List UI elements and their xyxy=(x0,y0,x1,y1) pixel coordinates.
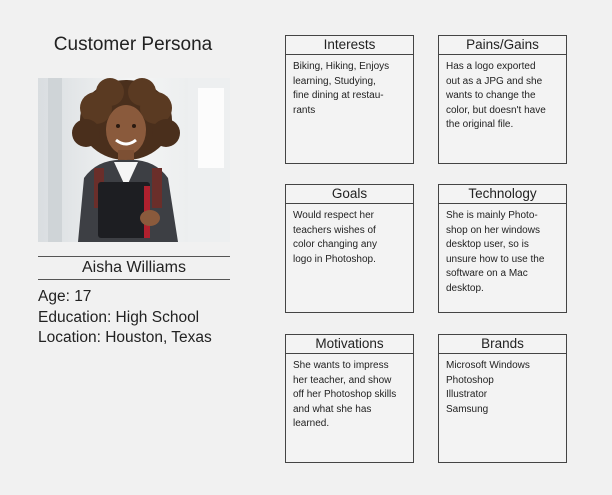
card-technology-title: Technology xyxy=(439,185,566,204)
card-brands-title: Brands xyxy=(439,335,566,354)
card-motivations-body xyxy=(286,354,413,432)
card-brands-body xyxy=(439,354,566,417)
card-technology-line: shop on her windows xyxy=(446,224,540,236)
card-pains-gains xyxy=(438,35,567,164)
card-goals-line: teachers wishes of xyxy=(293,224,376,236)
card-pains-gains-line: color, but doesn't have xyxy=(446,104,546,116)
card-brands-line: Samsung xyxy=(446,403,489,415)
card-interests-body xyxy=(286,55,413,118)
persona-name-bar xyxy=(38,256,230,280)
card-interests xyxy=(285,35,414,164)
persona-photo xyxy=(38,78,230,242)
persona-title: Customer Persona xyxy=(53,34,213,55)
card-pains-gains-line: wants to change the xyxy=(446,90,536,101)
card-technology-line: unsure how to use the xyxy=(446,253,545,265)
card-technology-line: software on a Mac xyxy=(446,268,528,279)
card-interests-title: Interests xyxy=(286,36,413,55)
card-interests-line: learning, Studying, xyxy=(293,75,376,87)
card-technology-line: desktop user, so is xyxy=(446,239,529,250)
card-technology-line: desktop. xyxy=(446,282,484,294)
card-motivations-title: Motivations xyxy=(286,335,413,354)
card-pains-gains-title: Pains/Gains xyxy=(439,36,566,55)
card-pains-gains-line: Has a logo exported xyxy=(446,61,536,72)
card-motivations-line: off her Photoshop skills xyxy=(293,389,397,400)
card-brands xyxy=(438,334,567,463)
card-goals-title: Goals xyxy=(286,185,413,204)
card-goals-line: Would respect her xyxy=(293,210,374,221)
card-brands-line: Photoshop xyxy=(446,374,494,386)
card-goals-body xyxy=(286,204,413,267)
persona-facts xyxy=(38,287,268,349)
card-interests-line: rants xyxy=(293,104,316,116)
card-technology-body xyxy=(439,204,566,296)
card-interests-line: fine dining at restau- xyxy=(293,90,384,101)
persona-location: Location: Houston, Texas xyxy=(38,329,212,346)
card-pains-gains-body xyxy=(439,55,566,133)
card-brands-line: Illustrator xyxy=(446,389,488,400)
card-goals xyxy=(285,184,414,313)
card-motivations-line: She wants to impress xyxy=(293,360,389,371)
card-motivations-line: learned. xyxy=(293,418,330,429)
card-technology-line: She is mainly Photo- xyxy=(446,210,538,221)
persona-education: Education: High School xyxy=(38,308,200,326)
card-motivations-line: and what she has xyxy=(293,403,372,415)
card-goals-line: logo in Photoshop. xyxy=(293,253,376,265)
card-motivations xyxy=(285,334,414,463)
persona-name: Aisha Williams xyxy=(81,259,186,276)
card-interests-line: Biking, Hiking, Enjoys xyxy=(293,61,390,72)
card-motivations-line: her teacher, and show xyxy=(293,374,392,386)
card-pains-gains-line: out as a JPG and she xyxy=(446,75,543,87)
card-technology xyxy=(438,184,567,313)
persona-age: Age: 17 xyxy=(38,288,92,305)
card-goals-line: color changing any xyxy=(293,239,377,250)
card-pains-gains-line: the original file. xyxy=(446,119,514,130)
card-brands-line: Microsoft Windows xyxy=(446,360,530,371)
